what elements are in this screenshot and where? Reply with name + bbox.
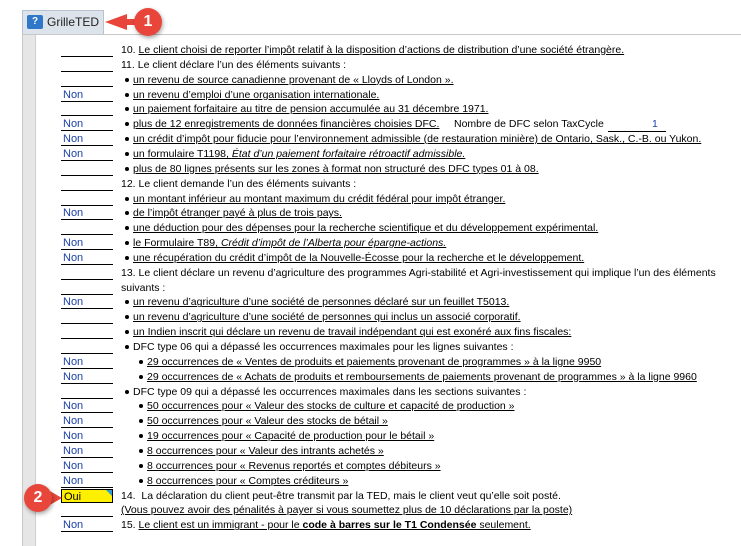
label-segment: Crédit d’impôt de l’Alberta pour épargne-actions. bbox=[220, 237, 447, 250]
row-label bbox=[121, 489, 561, 504]
answer-field[interactable]: Oui bbox=[61, 489, 113, 503]
answer-field[interactable] bbox=[61, 385, 113, 399]
label-segment: 14. La déclaration du client peut-être transmit par la TED, mais le client veut qu’elle soit posté. bbox=[121, 489, 561, 502]
bullet-icon bbox=[139, 360, 143, 364]
bullet-icon bbox=[125, 197, 129, 201]
form-row bbox=[23, 474, 741, 489]
form-row bbox=[23, 88, 741, 103]
label-segment: Nombre de DFC selon TaxCycle bbox=[439, 118, 604, 131]
row-label bbox=[121, 43, 624, 58]
label-segment: de l’impôt étranger payé à plus de trois pays. bbox=[133, 207, 342, 220]
bullet-icon bbox=[139, 404, 143, 408]
form-row bbox=[23, 340, 741, 355]
answer-field[interactable]: Non bbox=[61, 88, 113, 102]
row-label bbox=[121, 281, 165, 296]
form-row bbox=[23, 206, 741, 221]
label-segment: un crédit d’impôt pour fiducie pour l’environnement admissible (de restauration minière) de Ontario, Sask., C.-B. ou Yukon. bbox=[133, 133, 702, 146]
answer-field[interactable]: Non bbox=[61, 399, 113, 413]
form-row bbox=[23, 281, 741, 296]
row-label bbox=[133, 102, 488, 117]
form-row bbox=[23, 429, 741, 444]
label-segment: une récupération du crédit d’impôt de la Nouvelle-Écosse pour la recherche et le développement. bbox=[133, 251, 585, 264]
form-row bbox=[23, 266, 741, 281]
label-segment: DFC type 06 qui a dépassé les occurrences maximales pour les lignes suivantes : bbox=[133, 341, 514, 353]
form-row bbox=[23, 221, 741, 236]
row-label bbox=[133, 295, 509, 310]
label-segment: Le client choisi de reporter l’impôt relatif à la disposition d’actions de distribution d’une société étrangère. bbox=[138, 44, 625, 56]
row-label bbox=[147, 399, 515, 414]
form-row bbox=[23, 385, 741, 400]
label-segment: un revenu d’emploi d’une organisation internationale. bbox=[133, 88, 380, 101]
row-label bbox=[133, 192, 505, 207]
form-row bbox=[23, 73, 741, 88]
bullet-icon bbox=[125, 167, 129, 171]
label-segment: un formulaire T1198, bbox=[133, 147, 232, 160]
row-label bbox=[133, 385, 526, 400]
callout-1: 1 bbox=[134, 8, 162, 36]
bullet-icon bbox=[125, 137, 129, 141]
label-segment: un revenu de source canadienne provenant de « Lloyds of London ». bbox=[133, 73, 454, 86]
label-segment: plus de 12 enregistrements de données financières choisies DFC. bbox=[133, 118, 440, 131]
bullet-icon bbox=[139, 449, 143, 453]
label-segment: un revenu d’agriculture d’une société de personnes déclaré sur un feuillet T5013. bbox=[133, 296, 510, 309]
form-row bbox=[23, 58, 741, 73]
form-row bbox=[23, 162, 741, 177]
bullet-icon bbox=[139, 375, 143, 379]
form-row bbox=[23, 399, 741, 414]
row-label bbox=[121, 177, 356, 192]
label-segment: 8 occurrences pour « Comptes créditeurs » bbox=[147, 474, 349, 487]
form-area bbox=[22, 34, 741, 546]
form-row bbox=[23, 295, 741, 310]
form-row bbox=[23, 444, 741, 459]
bullet-icon bbox=[139, 419, 143, 423]
row-label bbox=[133, 251, 584, 266]
label-segment: DFC type 09 qui a dépassé les occurrences maximales dans les sections suivantes : bbox=[133, 385, 527, 398]
label-segment: 50 occurrences pour « Valeur des stocks de bétail » bbox=[147, 415, 388, 428]
form-row bbox=[23, 414, 741, 429]
answer-field[interactable] bbox=[61, 266, 113, 280]
answer-field[interactable]: Non bbox=[61, 147, 113, 161]
row-label bbox=[133, 162, 539, 177]
label-segment: seulement. bbox=[476, 519, 531, 532]
form-row bbox=[23, 459, 741, 474]
form-row bbox=[23, 147, 741, 162]
bullet-icon bbox=[125, 390, 129, 394]
form-row bbox=[23, 177, 741, 192]
label-segment: un revenu d’agriculture d’une société de personnes qui inclus un associé corporatif. bbox=[133, 311, 521, 324]
row-label bbox=[133, 310, 521, 325]
form-row bbox=[23, 102, 741, 117]
row-label bbox=[133, 132, 701, 147]
label-segment: 19 occurrences pour « Capacité de production pour le bétail » bbox=[147, 430, 435, 443]
label-segment: 10. bbox=[121, 44, 139, 56]
callout-arrow-1-head bbox=[105, 14, 127, 30]
bullet-icon bbox=[125, 211, 129, 215]
bullet-icon bbox=[139, 479, 143, 483]
row-label bbox=[147, 414, 388, 429]
answer-field[interactable]: Non bbox=[61, 444, 113, 458]
answer-field[interactable]: Non bbox=[61, 459, 113, 473]
label-segment: 13. Le client déclare un revenu d’agriculture des programmes Agri-stabilité et Agri-investissement qui implique l’un des éléments bbox=[121, 266, 716, 279]
row-label bbox=[147, 370, 697, 385]
label-segment: 29 occurrences de « Achats de produits et remboursements de paiements provenant de programmes » à la ligne 9960 bbox=[147, 370, 697, 383]
form-row bbox=[23, 117, 741, 132]
answer-field[interactable]: Non bbox=[61, 251, 113, 265]
answer-field[interactable] bbox=[61, 221, 113, 235]
row-label bbox=[121, 503, 572, 518]
form-row bbox=[23, 43, 741, 58]
answer-field[interactable] bbox=[61, 58, 113, 72]
form-row bbox=[23, 132, 741, 147]
form-row bbox=[23, 355, 741, 370]
answer-field[interactable] bbox=[61, 102, 113, 116]
label-segment: une déduction pour des dépenses pour la recherche scientifique et du développement expérimental. bbox=[133, 222, 599, 235]
label-segment: 12. Le client demande l’un des éléments suivants : bbox=[121, 177, 357, 190]
answer-field[interactable]: Non bbox=[61, 132, 113, 146]
label-segment: 29 occurrences de « Ventes de produits et paiements provenant de programmes » à la ligne 9950 bbox=[147, 355, 602, 368]
form-row bbox=[23, 192, 741, 207]
answer-field[interactable] bbox=[61, 192, 113, 206]
row-label bbox=[133, 88, 379, 103]
row-label bbox=[121, 266, 716, 281]
label-segment: (Vous pouvez avoir des pénalités à payer si vous soumettez plus de 10 déclarations par la poste) bbox=[121, 504, 573, 517]
callout-2: 2 bbox=[24, 484, 52, 512]
answer-field[interactable]: Non bbox=[61, 414, 113, 428]
row-label bbox=[133, 340, 514, 355]
answer-field[interactable] bbox=[61, 162, 113, 176]
form-row bbox=[23, 370, 741, 385]
form-row bbox=[23, 503, 741, 518]
label-segment: État d’un paiement forfaitaire rétroactif admissible. bbox=[231, 147, 466, 160]
row-label bbox=[133, 206, 342, 221]
label-segment: suivants : bbox=[121, 281, 166, 294]
row-label bbox=[147, 459, 441, 474]
bullet-icon bbox=[125, 226, 129, 230]
answer-field[interactable]: Non bbox=[61, 117, 113, 131]
bullet-icon bbox=[125, 256, 129, 260]
bullet-icon bbox=[139, 464, 143, 468]
row-label bbox=[133, 147, 465, 162]
label-segment: un montant inférieur au montant maximum du crédit fédéral pour impôt étranger. bbox=[133, 192, 506, 205]
answer-field[interactable]: Non bbox=[61, 370, 113, 384]
answer-field[interactable]: Non bbox=[61, 295, 113, 309]
tab-grilleted[interactable] bbox=[22, 10, 104, 34]
row-label bbox=[133, 325, 571, 340]
row-label bbox=[147, 444, 384, 459]
form-row bbox=[23, 489, 741, 504]
label-segment: 8 occurrences pour « Valeur des intrants achetés » bbox=[147, 444, 384, 457]
dfc-count-field[interactable]: 1 bbox=[608, 117, 666, 132]
label-segment: 11. Le client déclare l’un des éléments suivants : bbox=[121, 58, 347, 71]
form-row bbox=[23, 236, 741, 251]
label-segment: 50 occurrences pour « Valeur des stocks de culture et capacité de production » bbox=[147, 400, 515, 413]
comment-marker-icon bbox=[106, 490, 112, 496]
bullet-icon bbox=[125, 93, 129, 97]
bullet-icon bbox=[125, 315, 129, 319]
label-segment: Le client est un immigrant - pour le bbox=[138, 519, 303, 532]
bullet-icon bbox=[125, 78, 129, 82]
answer-field[interactable] bbox=[61, 73, 113, 87]
label-segment: un paiement forfaitaire au titre de pension accumulée au 31 décembre 1971. bbox=[133, 103, 489, 116]
label-segment: code à barres sur le T1 Condensée bbox=[302, 519, 477, 532]
answer-field[interactable] bbox=[61, 340, 113, 354]
label-segment: plus de 80 lignes présents sur les zones à format non structuré des DFC types 01 à 08. bbox=[133, 162, 539, 175]
bullet-icon bbox=[125, 152, 129, 156]
row-label bbox=[133, 73, 454, 88]
answer-field[interactable] bbox=[61, 310, 113, 324]
answer-field[interactable]: Non bbox=[61, 206, 113, 220]
grid-question-icon: ? bbox=[27, 15, 43, 29]
row-label bbox=[147, 474, 348, 489]
bullet-icon bbox=[125, 330, 129, 334]
label-segment: le Formulaire T89, bbox=[133, 237, 221, 250]
label-segment: 15. bbox=[121, 519, 139, 532]
answer-field[interactable] bbox=[61, 43, 113, 57]
answer-field[interactable] bbox=[61, 177, 113, 191]
row-label bbox=[133, 117, 666, 132]
answer-field[interactable] bbox=[61, 325, 113, 339]
label-segment: un Indien inscrit qui déclare un revenu de travail indépendant qui est exonéré aux fins fiscales: bbox=[133, 326, 572, 339]
form-row bbox=[23, 518, 741, 533]
answer-field[interactable]: Non bbox=[61, 355, 113, 369]
row-label bbox=[147, 429, 434, 444]
answer-field[interactable]: Non bbox=[61, 518, 113, 532]
bullet-icon bbox=[125, 300, 129, 304]
label-segment: 8 occurrences pour « Revenus reportés et comptes débiteurs » bbox=[147, 459, 441, 472]
row-label bbox=[121, 58, 346, 73]
form-row bbox=[23, 325, 741, 340]
bullet-icon bbox=[125, 241, 129, 245]
row-label bbox=[121, 518, 531, 533]
row-label bbox=[133, 236, 446, 251]
answer-field[interactable] bbox=[61, 281, 113, 295]
bullet-icon bbox=[125, 107, 129, 111]
form-row bbox=[23, 310, 741, 325]
bullet-icon bbox=[139, 434, 143, 438]
answer-field[interactable]: Non bbox=[61, 474, 113, 488]
tab-label: GrilleTED bbox=[47, 15, 100, 29]
row-label bbox=[133, 221, 598, 236]
row-label bbox=[147, 355, 601, 370]
bullet-icon bbox=[125, 122, 129, 126]
bullet-icon bbox=[125, 345, 129, 349]
answer-field[interactable]: Non bbox=[61, 236, 113, 250]
answer-field[interactable] bbox=[61, 503, 113, 517]
form-row bbox=[23, 251, 741, 266]
answer-field[interactable]: Non bbox=[61, 429, 113, 443]
